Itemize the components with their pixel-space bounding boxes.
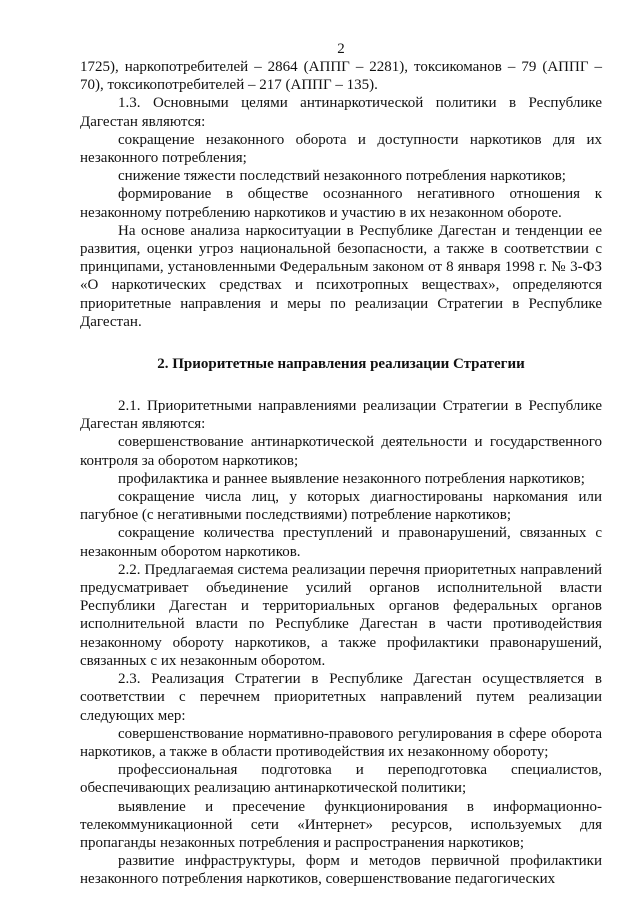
paragraph-priority-prevention: профилактика и раннее выявление незаконного потребления наркотиков; [118,470,585,487]
paragraph-measure-internet: выявление и пресечение функционирования в информационно-телекоммуникационной сети «Интернет» ресурсов, используемых для пропаганды незаконных потребления и распространения наркотиков; [80,798,602,851]
paragraph-goals-intro: 1.3. Основными целями антинаркотической политики в Республике Дагестан являются: [80,95,602,130]
paragraph-goal-reduce-consequences: снижение тяжести последствий незаконного потребления наркотиков; [118,168,566,185]
paragraph-system-implementation: 2.2. Предлагаемая система реализации перечня приоритетных направлений предусматривает объединение усилий органов исполнительной власти Республики Дагестан и территориальных органов федеральных органов исполнительной власти по Республике Дагестан в части противодействия незаконному обороту наркотиков, а также профилактики правонарушений, связанных с их незаконным оборотом. [80,561,602,669]
paragraph-measure-infrastructure: развитие инфраструктуры, форм и методов первичной профилактики незаконного потребления наркотиков, совершенствование педагогических [80,853,602,888]
intro-section [80,58,602,331]
paragraph-goal-reduce-turnover: сокращение незаконного оборота и доступности наркотиков для их незаконного потребления; [80,131,602,167]
paragraph-priority-improve-control: совершенствование антинаркотической деятельности и государственного контроля за оборотом наркотиков; [80,434,602,469]
page-number: 2 [337,41,345,57]
paragraph-stats-continuation: 1725), наркопотребителей – 2864 (АППГ – 2281), токсикоманов – 79 (АППГ – 70), токсикопотребителей – 217 (АППГ – 135). [80,59,602,94]
paragraph-priorities-intro: 2.1. Приоритетными направлениями реализации Стратегии в Республике Дагестан являются: [80,398,602,433]
priorities-section [80,397,602,888]
paragraph-basis-analysis: На основе анализа наркоситуации в Республике Дагестан и тенденции ее развития, оценки угроз национальной безопасности, а также в соответствии с принципами, установленными Федеральным законом от 8 января 1998 г. № 3-ФЗ «О наркотических средствах и психотропных веществах», определяются приоритетные направления и меры по реализации Стратегии в Республике Дагестан. [80,222,602,330]
paragraph-measures-intro: 2.3. Реализация Стратегии в Республике Дагестан осуществляется в соответствии с перечнем приоритетных направлений путем реализации следующих мер: [80,671,602,724]
paragraph-measure-regulation: совершенствование нормативно-правового регулирования в сфере оборота наркотиков, а также в области противодействия их незаконному обороту; [80,725,602,760]
paragraph-priority-reduce-crimes: сокращение количества преступлений и правонарушений, связанных с незаконным оборотом наркотиков. [80,525,602,560]
paragraph-goal-negative-attitude: формирование в обществе осознанного негативного отношения к незаконному потреблению наркотиков и участию в их незаконном обороте. [80,186,602,221]
paragraph-priority-reduce-addicts: сокращение числа лиц, у которых диагностированы наркомания или пагубное (с негативными последствиями) потребление наркотиков; [80,489,602,524]
section-heading: 2. Приоритетные направления реализации Стратегии [157,356,525,373]
paragraph-measure-training: профессиональная подготовка и переподготовка специалистов, обеспечивающих реализацию антинаркотической политики; [80,762,602,797]
